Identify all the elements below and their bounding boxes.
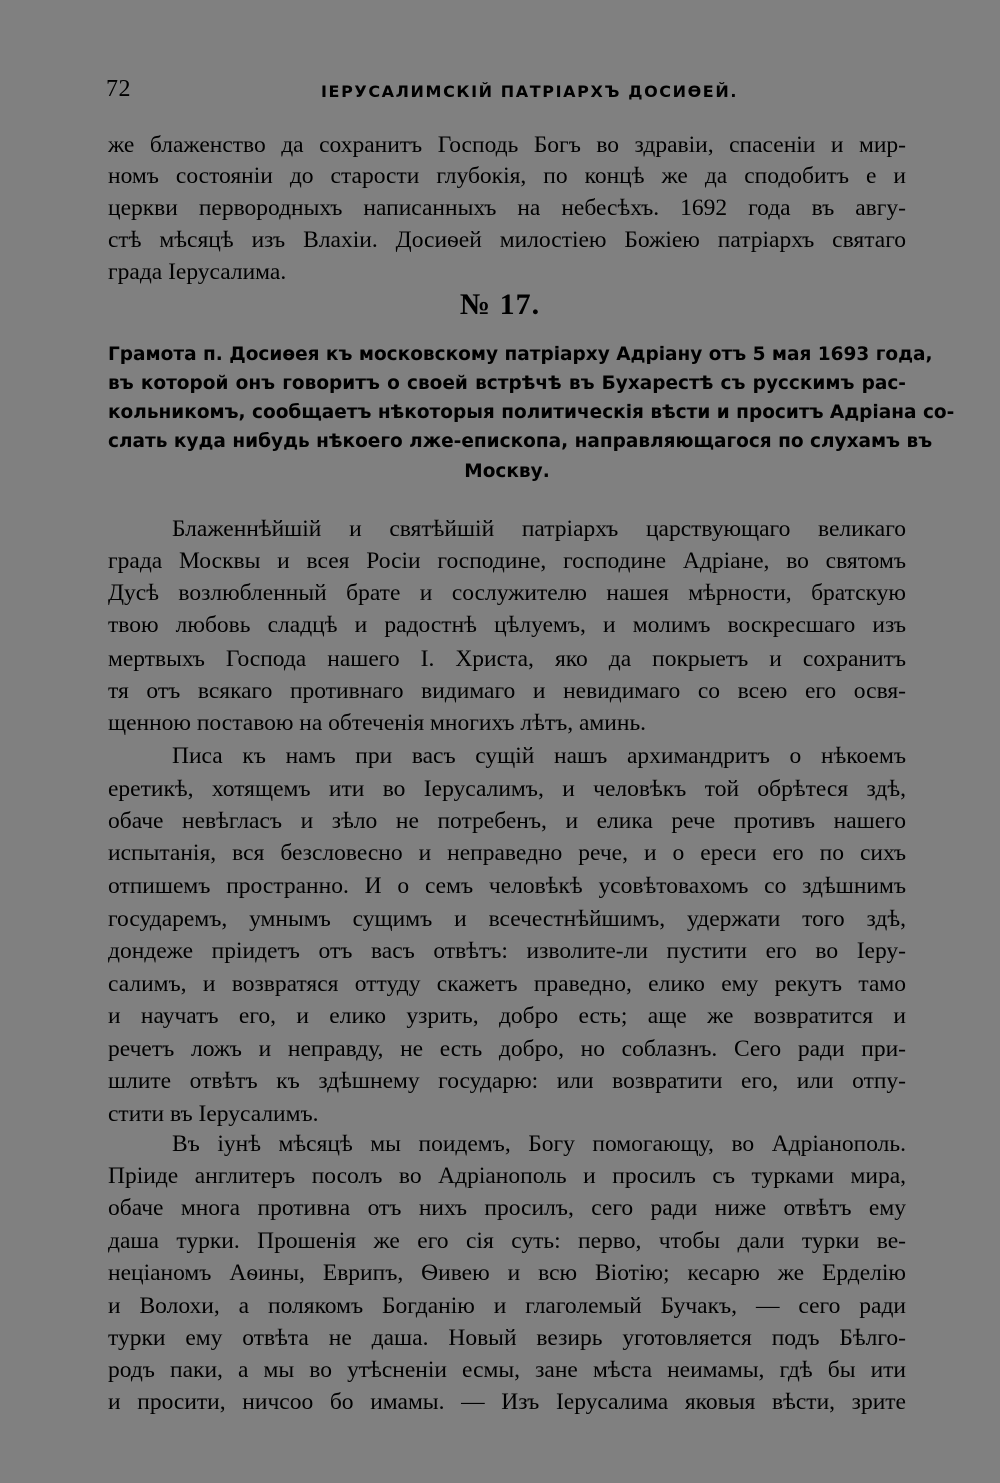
document-number: № 17. [459,288,541,321]
text-line: града Москвы и всея Росіи господине, господине Адріане, во святомъ [108,548,906,574]
running-title: ІЕРУСАЛИМСКІЙ ПАТРІАРХЪ ДОСИѲЕЙ. [321,82,739,101]
text-line: номъ состояніи до старости глубокія, по концѣ же да сподобитъ е и [108,163,906,189]
text-line: же блаженство да сохранитъ Господь Богъ во здравіи, спасеніи и мир- [108,132,906,158]
text-line: государемъ, умнымъ сущимъ и всечестнѣйшимъ, удержати того здѣ, [108,906,906,932]
text-line: обаче невѣгласъ и зѣло не потребенъ, и елика рече противъ нашего [108,808,906,834]
text-line: даша турки. Прошенія же его сія суть: перво, чтобы дали турки ве- [108,1228,906,1254]
text-line: стити въ Іерусалимъ. [108,1101,319,1127]
text-line: и просити, ничсоо бо имамы. — Изъ Іерусалима яковыя вѣсти, зрите [108,1389,906,1415]
text-line: и научатъ его, и елико узрить, добро есть; аще же возвратится и [108,1003,906,1029]
text-line: Дусѣ возлюбленный брате и сослужителю нашея мѣрности, братскую [108,580,906,606]
summary-line: Грамота п. Досиѳея къ московскому патріарху Адріану отъ 5 мая 1693 года, [108,344,933,365]
text-line: салимъ, и возвратяся оттуду скажетъ праведно, елико ему рекутъ тамо [108,971,906,997]
text-line: церкви первородныхъ написанныхъ на небесѣхъ. 1692 года въ авгу- [108,195,906,221]
text-line: и Волохи, а полякомъ Богданію и глаголемый Бучакъ, — сего ради [108,1293,906,1319]
text-line: испытанія, вся безсловесно и неправедно рече, и о ереси его по сихъ [108,840,906,866]
summary-line: въ которой онъ говоритъ о своей встрѣчѣ въ Бухарестѣ съ русскимъ рас- [108,373,906,394]
text-line: мертвыхъ Господа нашего І. Христа, яко да покрыетъ и сохранитъ [108,646,906,672]
text-line: щенною поставою на обтеченія многихъ лѣтъ, аминь. [108,710,647,736]
text-line: Пріиде англитеръ посолъ во Адріанополь и просилъ съ турками мира, [108,1163,906,1189]
text-line: еретикѣ, хотящемъ ити во Іерусалимъ, и человѣкъ той обрѣтеся здѣ, [108,776,906,802]
text-line: дондеже пріидетъ отъ васъ отвѣтъ: изволите-ли пустити его во Іеру- [108,938,906,964]
text-line: родъ паки, а мы во утѣсненіи есмы, зане мѣста неимамы, гдѣ бы ити [108,1357,906,1383]
text-line: речетъ ложъ и неправду, не есть добро, но соблазнъ. Сего ради при- [108,1036,906,1062]
text-line: неціаномъ Аѳины, Еврипъ, Ѳивею и всю Віотію; кесарю же Ерделію [108,1260,906,1286]
text-line: твою любовь сладцѣ и радостнѣ цѣлуемъ, и молимъ воскресшаго изъ [108,612,906,638]
summary-line: кольникомъ, сообщаетъ нѣкоторыя политическія вѣсти и проситъ Адріана со- [108,402,955,423]
page-header [106,76,906,106]
text-line: града Іерусалима. [108,259,287,285]
text-line: обаче многа противна отъ нихъ просилъ, сего ради ниже отвѣтъ ему [108,1195,906,1221]
text-line: шлите отвѣтъ къ здѣшнему государю: или возвратити его, или отпу- [108,1068,906,1094]
text-line: тя отъ всякаго противнаго видимаго и невидимаго со всею его освя- [108,678,906,704]
text-line: Блаженнѣйшій и святѣйшій патріархъ царствующаго великаго [172,516,906,542]
summary-line: Москву. [464,461,550,482]
page-number: 72 [106,76,131,102]
summary-line: слать куда нибудь нѣкоего лже-епископа, направляющагося по слухамъ въ [108,431,933,452]
text-line: Въ іунѣ мѣсяцѣ мы поидемъ, Богу помогающу, во Адріанополь. [172,1131,906,1157]
text-line: турки ему отвѣта не даша. Новый везирь уготовляется подъ Бѣлго- [108,1325,906,1351]
text-line: стѣ мѣсяцѣ изъ Влахіи. Досиѳей милостіею Божіею патріархъ святаго [108,227,906,253]
text-line: отпишемъ пространно. И о семъ человѣкѣ усовѣтовахомъ со здѣшнимъ [108,873,906,899]
text-line: Писа къ намъ при васъ сущій нашъ архимандритъ о нѣкоемъ [172,743,906,769]
